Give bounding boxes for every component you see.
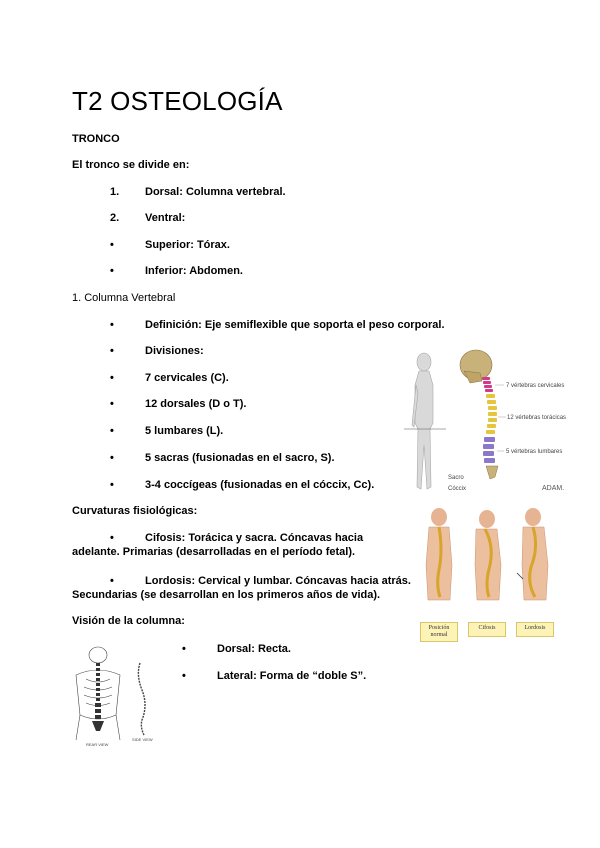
lumbar-vertebrae xyxy=(483,437,495,463)
section-tronco: TRONCO xyxy=(72,133,120,145)
list-marker: • xyxy=(110,372,114,384)
figure-normal xyxy=(426,508,452,600)
list-item-superior: Superior: Tórax. xyxy=(145,239,230,251)
label-cervicales: 7 vértebras cervicales xyxy=(506,383,565,389)
list-item-cervicales: 7 cervicales (C). xyxy=(145,372,229,384)
section-vision: Visión de la columna: xyxy=(72,615,185,627)
list-item-vision-lateral: Lateral: Forma de “doble S”. xyxy=(217,670,367,682)
curvatures-figure xyxy=(415,505,565,623)
caption-lordosis: Lordosis xyxy=(516,622,554,637)
section-curvaturas: Curvaturas fisiológicas: xyxy=(72,505,198,517)
list-item-vision-dorsal: Dorsal: Recta. xyxy=(217,643,291,655)
list-item-divisiones: Divisiones: xyxy=(145,345,204,357)
caption-cifosis: Cifosis xyxy=(468,622,506,637)
list-item-ventral: Ventral: xyxy=(145,212,186,224)
cervical-vertebrae xyxy=(482,377,493,392)
page-title: T2 OSTEOLOGÍA xyxy=(72,86,283,116)
label-sacro: Sacro xyxy=(448,475,464,481)
list-item-definicion: Definición: Eje semiflexible que soporta el peso corporal. xyxy=(145,319,445,331)
lordosis-line-1: Lordosis: Cervical y lumbar. Cóncavas hacia atrás. xyxy=(145,575,411,587)
cifosis-line-1: Cifosis: Torácica y sacra. Cóncavas hacia xyxy=(145,532,364,544)
intro-text: El tronco se divide en: xyxy=(72,159,190,171)
thoracic-vertebrae xyxy=(486,394,497,434)
list-item-lumbares: 5 lumbares (L). xyxy=(145,425,224,437)
body-silhouette xyxy=(412,353,433,489)
list-marker: • xyxy=(110,239,114,251)
label-coccix: Cóccix xyxy=(448,486,467,492)
side-view-spine xyxy=(138,663,145,735)
cifosis-line-2: adelante. Primarias (desarrolladas en el período fetal). xyxy=(72,546,356,558)
list-item-dorsal: Dorsal: Columna vertebral. xyxy=(145,186,286,198)
list-marker: • xyxy=(110,319,114,331)
spine-anatomy-figure xyxy=(400,345,567,495)
list-marker: • xyxy=(182,670,186,682)
label-toracicas: 12 vértebras torácicas xyxy=(507,415,567,421)
figure-lordosis xyxy=(517,508,548,600)
list-marker: • xyxy=(110,345,114,357)
adam-logo: ADAM. xyxy=(542,485,565,492)
list-item-inferior: Inferior: Abdomen. xyxy=(145,265,243,277)
list-marker: • xyxy=(110,425,114,437)
rear-view-spine xyxy=(92,663,104,731)
list-marker: • xyxy=(110,479,114,491)
list-item-sacras: 5 sacras (fusionadas en el sacro, S). xyxy=(145,452,335,464)
list-marker: • xyxy=(110,575,114,587)
label-rear-view: REAR VIEW xyxy=(86,742,109,747)
list-marker: • xyxy=(110,398,114,410)
list-marker: 1. xyxy=(110,186,120,198)
label-side-view: SIDE VIEW xyxy=(132,737,153,742)
figure-cifosis xyxy=(475,510,501,600)
lordosis-line-2: Secundarias (se desarrollan en los primeros años de vida). xyxy=(72,589,381,601)
list-marker: • xyxy=(182,643,186,655)
list-marker: • xyxy=(110,532,114,544)
label-lumbares: 5 vértebras lumbares xyxy=(506,449,563,455)
list-marker: • xyxy=(110,452,114,464)
caption-normal: Posición normal xyxy=(420,622,458,642)
list-marker: • xyxy=(110,265,114,277)
list-item-dorsales: 12 dorsales (D o T). xyxy=(145,398,247,410)
sacrum-shape xyxy=(486,466,498,479)
spine-views-figure xyxy=(66,645,166,750)
section-columna: 1. Columna Vertebral xyxy=(72,292,176,304)
list-marker: 2. xyxy=(110,212,120,224)
list-item-coccigeas: 3-4 coccígeas (fusionadas en el cóccix, Cc). xyxy=(145,479,375,491)
